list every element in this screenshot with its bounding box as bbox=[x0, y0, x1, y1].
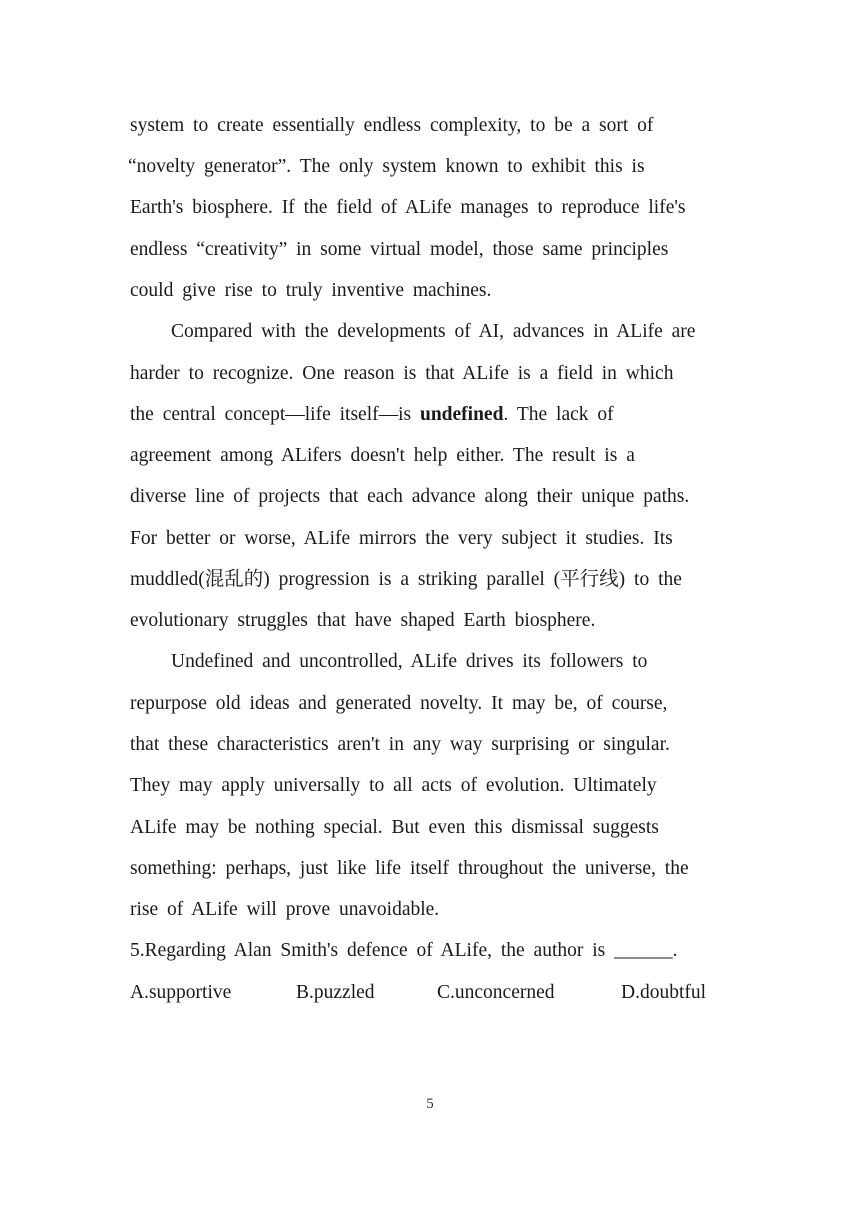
text-span: . The lack of bbox=[503, 404, 614, 425]
text-span: the central concept—life itself—is bbox=[130, 404, 420, 425]
option-b: B.puzzled bbox=[296, 982, 375, 1003]
text-line: harder to recognize. One reason is that ALife is a field in which bbox=[130, 363, 674, 384]
text-line: rise of ALife will prove unavoidable. bbox=[130, 899, 440, 920]
text-line: ALife may be nothing special. But even this dismissal suggests bbox=[130, 817, 659, 838]
text-line bbox=[130, 403, 614, 427]
option-d: D.doubtful bbox=[621, 982, 707, 1003]
text-line: that these characteristics aren't in any way surprising or singular. bbox=[130, 734, 670, 755]
text-line: “novelty generator”. The only system known to exhibit this is bbox=[128, 156, 645, 177]
option-a: A.supportive bbox=[130, 982, 232, 1003]
option-c: C.unconcerned bbox=[437, 982, 555, 1003]
text-line: system to create essentially endless complexity, to be a sort of bbox=[130, 115, 654, 136]
text-line: Earth's biosphere. If the field of ALife manages to reproduce life's bbox=[130, 197, 686, 218]
question-stem: 5.Regarding Alan Smith's defence of ALife, the author is ______. bbox=[130, 940, 678, 961]
text-line: For better or worse, ALife mirrors the very subject it studies. Its bbox=[130, 528, 673, 549]
text-line: could give rise to truly inventive machines. bbox=[130, 280, 492, 301]
text-line: endless “creativity” in some virtual model, those same principles bbox=[130, 239, 669, 260]
text-line: repurpose old ideas and generated novelty. It may be, of course, bbox=[130, 693, 668, 714]
text-line: diverse line of projects that each advance along their unique paths. bbox=[130, 486, 690, 507]
text-line: muddled(混乱的) progression is a striking parallel (平行线) to the bbox=[130, 569, 682, 590]
text-line: Compared with the developments of AI, advances in ALife are bbox=[171, 321, 696, 342]
text-line: Undefined and uncontrolled, ALife drives its followers to bbox=[171, 651, 648, 672]
text-line: They may apply universally to all acts of evolution. Ultimately bbox=[130, 775, 657, 796]
text-line: something: perhaps, just like life itself throughout the universe, the bbox=[130, 858, 689, 879]
text-line: evolutionary struggles that have shaped Earth biosphere. bbox=[130, 610, 596, 631]
page-number: 5 bbox=[426, 1096, 434, 1112]
text-line: agreement among ALifers doesn't help either. The result is a bbox=[130, 445, 635, 466]
bold-word: undefined bbox=[419, 404, 504, 425]
